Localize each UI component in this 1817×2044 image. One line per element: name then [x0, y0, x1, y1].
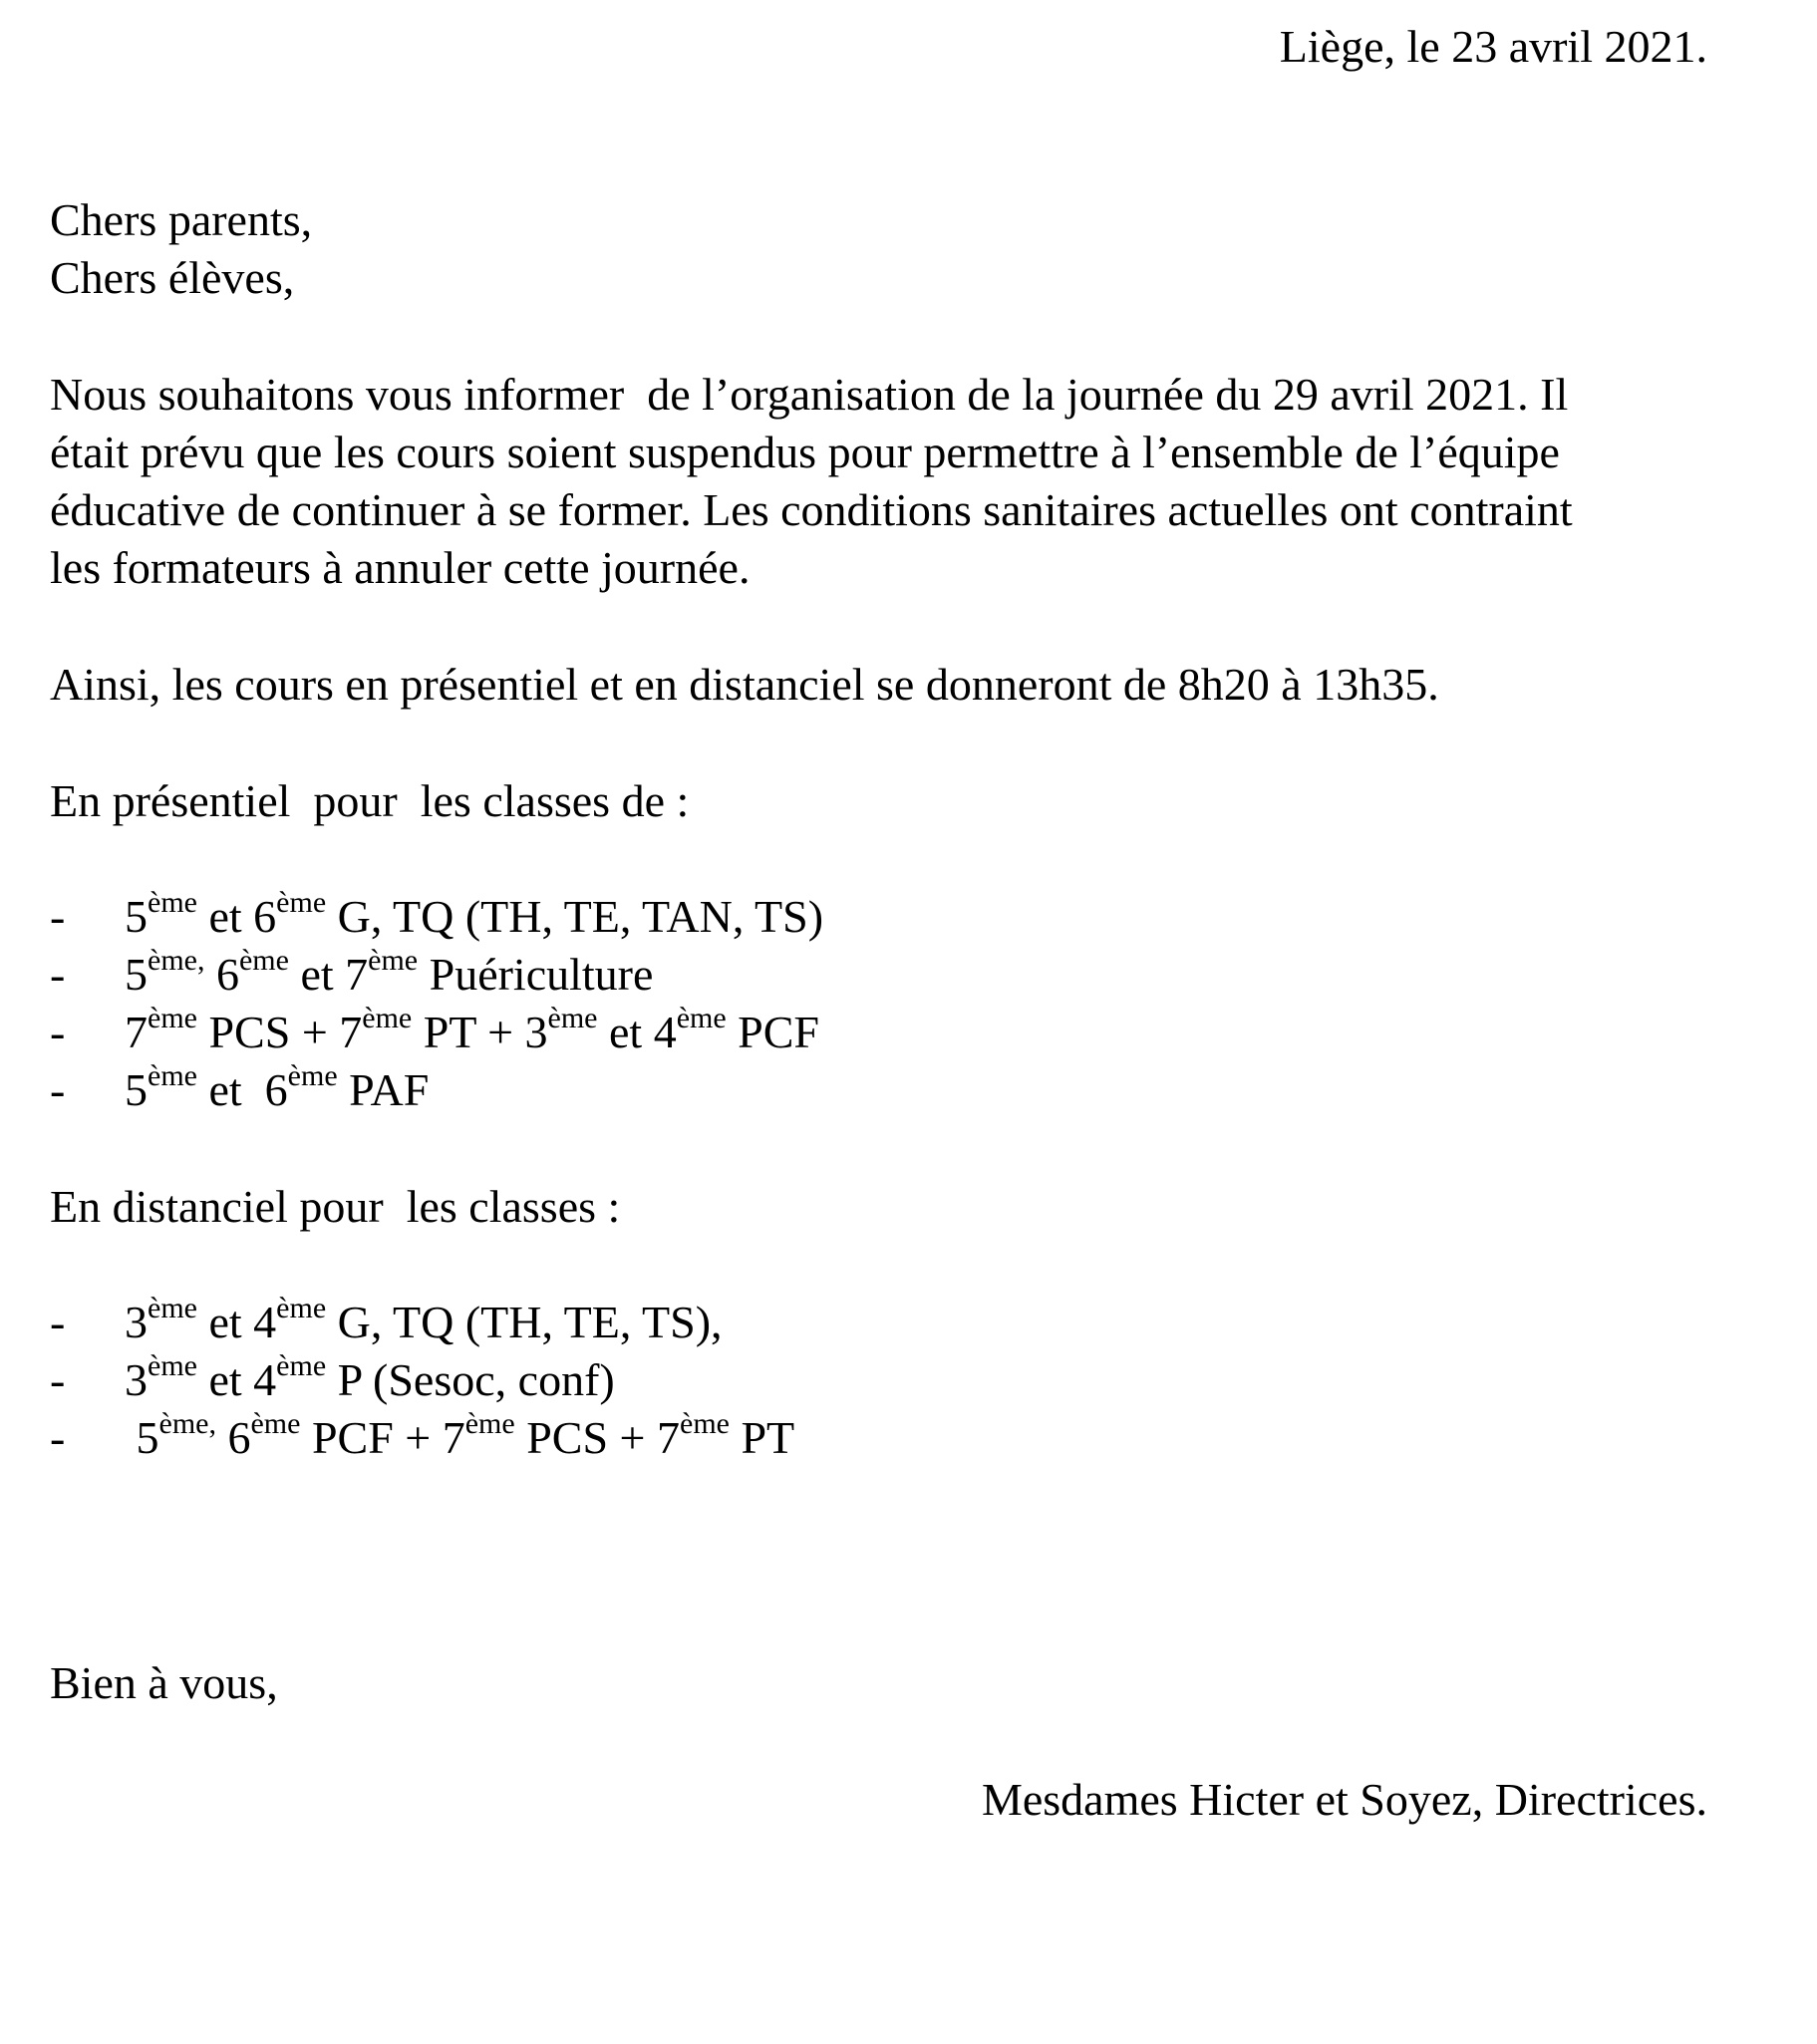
list-item: 5ème et 6ème G, TQ (TH, TE, TAN, TS): [125, 885, 824, 942]
list-item: $5^{ème,}$ 6ème et 7ème Puériculture: [125, 943, 654, 1000]
salutation-students: Chers élèves,: [50, 252, 295, 303]
list-item: $5^{ème,}$ 6ème PCF + 7ème PCS + 7ème PT: [125, 1406, 795, 1463]
list-dash: -: [50, 1064, 66, 1115]
list-dash: -: [50, 949, 66, 1000]
list-item: 3ème et 4ème P (Sesoc, conf): [125, 1348, 615, 1405]
list-dash: -: [50, 1297, 66, 1347]
paragraph-line: Nous souhaitons vous informer de l’organisation de la journée du 29 avril 2021. Il: [50, 369, 1569, 420]
list-item: 5ème et 6ème PAF: [125, 1058, 430, 1115]
list-dash: -: [50, 1007, 66, 1057]
list-item: 7ème PCS + 7ème PT + 3ème et 4ème PCF: [125, 1001, 820, 1057]
presentiel-heading: En présentiel pour les classes de :: [50, 775, 690, 826]
closing: Bien à vous,: [50, 1657, 278, 1708]
schedule-paragraph: Ainsi, les cours en présentiel et en distanciel se donneront de 8h20 à 13h35.: [50, 659, 1439, 710]
paragraph-line: éducative de continuer à se former. Les conditions sanitaires actuelles ont contraint: [50, 484, 1573, 535]
list-item: 3ème et 4ème G, TQ (TH, TE, TS),: [125, 1291, 723, 1347]
list-dash: -: [50, 891, 66, 942]
distanciel-heading: En distanciel pour les classes :: [50, 1181, 621, 1232]
paragraph-line: les formateurs à annuler cette journée.: [50, 542, 751, 593]
date-line: Liège, le 23 avril 2021.: [1279, 21, 1707, 72]
salutation-parents: Chers parents,: [50, 194, 313, 245]
list-dash: -: [50, 1354, 66, 1405]
list-dash: -: [50, 1412, 66, 1463]
signature: Mesdames Hicter et Soyez, Directrices.: [981, 1774, 1707, 1825]
paragraph-line: était prévu que les cours soient suspendus pour permettre à l’ensemble de l’équipe: [50, 427, 1560, 477]
